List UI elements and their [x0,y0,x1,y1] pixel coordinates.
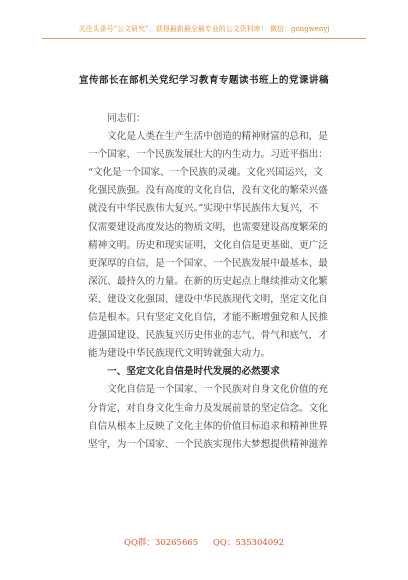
footer-contact [40,536,368,548]
body-line: 更深厚的自信，是一个国家、一个民族发展中最基本、最 [88,257,328,269]
body-line: 仅需要建设高度发达的物质文明，也需要建设高度繁荣的 [88,221,328,233]
section-heading: 一、坚定文化自信是时代发展的必然要求 [88,366,280,378]
body-line: 能为建设中华民族现代文明铸就强大动力。 [88,348,271,360]
document-body [88,110,328,454]
body-line: 就没有中华民族伟大复兴。”实现中华民族伟大复兴，不 [88,203,319,215]
body-line: 分肯定，对自身文化生命力及发展前景的坚定信念。文化 [88,402,328,414]
body-line: “文化是一个国家、一个民族的灵魂。文化兴国运兴，文 [88,167,324,179]
body-line: 深沉、最持久的力量。在新的历史起点上继续推动文化繁 [88,275,328,287]
body-line: 文化自信是一个国家、一个民族对自身文化价值的充 [88,384,328,396]
body-line: 化强民族强。没有高度的文化自信，没有文化的繁荣兴盛 [88,185,328,197]
document-title: 宣传部长在部机关党纪学习教育专题读书班上的党课讲稿 [78,75,329,86]
body-line: 同志们： [88,113,146,124]
body-line: 文化是人类在生产生活中创造的精神财富的总和，是 [88,131,328,143]
body-line: 进强国建设、民族复兴历史伟业的志气、骨气和底气，才 [88,330,328,342]
body-line: 信是根本。只有坚定文化自信，才能不断增强党和人民推 [88,312,328,324]
footer-qq-group: QQ群：30265665 [123,538,199,548]
footer-qq-number: QQ：535304092 [212,538,284,548]
body-line: 坚守，为一个国家、一个民族实现伟大梦想提供精神滋养 [88,438,328,450]
body-line: 荣、建设文化强国、建设中华民族现代文明，坚定文化自 [88,293,328,305]
body-line: 精神文明。历史和现实证明，文化自信是更基础、更广泛 [88,239,328,251]
header-banner: 关注头条号“公文研究”，获得最新最全最专业的公文资料库！ 微信：gongwenyj [78,25,330,33]
header-divider [42,38,366,39]
body-line: 自信从根本上反映了文化主体的价值目标追求和精神世界 [88,420,328,432]
body-line: 一个国家、一个民族发展壮大的内生动力。习近平指出： [88,149,328,161]
